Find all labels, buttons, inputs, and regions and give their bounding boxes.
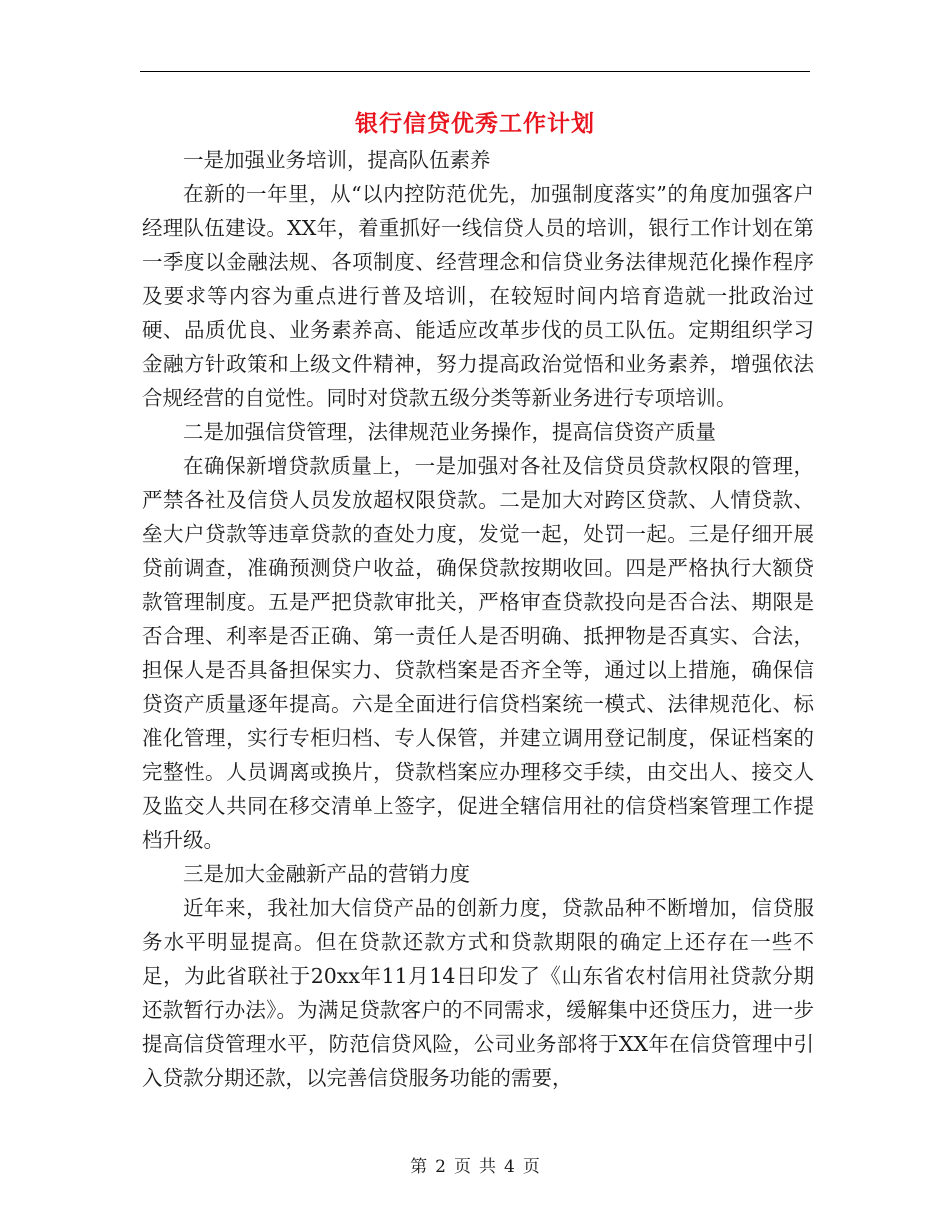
body-paragraph-1: 在新的一年里，从“以内控防范优先，加强制度落实”的角度加强客户经理队伍建设。XX年，着重抓好一线信贷人员的培训，银行工作计划在第一季度以金融法规、各项制度、经营理念和信贷业务法律规范化操作程序及要求等内容为重点进行普及培训，在较短时间内培育造就一批政治过硬、品质优良、业务素养高、能适应改革步伐的员工队伍。定期组织学习金融方针政策和上级文件精神，努力提高政治觉悟和业务素养，增强依法合规经营的自觉性。同时对贷款五级分类等新业务进行专项培训。 — [142, 182, 814, 410]
footer-prefix: 第 — [410, 1157, 428, 1177]
header-rule — [140, 71, 810, 72]
footer-suffix: 页 — [522, 1157, 540, 1177]
total-page-count: 4 — [504, 1157, 515, 1177]
section-heading-1: 一是加强业务培训，提高队伍素养 — [183, 148, 491, 172]
footer-total-word: 共 — [479, 1157, 496, 1177]
body-paragraph-3: 近年来，我社加大信贷产品的创新力度，贷款品种不断增加，信贷服务水平明显提高。但在贷款还款方式和贷款期限的确定上还存在一些不足，为此省联社于20xx年11月14日印发了《山东省农村信用社贷款分期还款暂行办法》。为满足贷款客户的不同需求，缓解集中还贷压力，进一步提高信贷管理水平，防范信贷风险，公司业务部将于XX年在信贷管理中引入贷款分期还款，以完善信贷服务功能的需要， — [142, 896, 814, 1090]
body-paragraph-2: 在确保新增贷款质量上，一是加强对各社及信贷员贷款权限的管理，严禁各社及信贷人员发放超权限贷款。二是加大对跨区贷款、人情贷款、垒大户贷款等违章贷款的查处力度，发觉一起，处罚一起。三是仔细开展贷前调查，准确预测贷户收益，确保贷款按期收回。四是严格执行大额贷款管理制度。五是严把贷款审批关，严格审查贷款投向是否合法、期限是否合理、利率是否正确、第一责任人是否明确、抵押物是否真实、合法，担保人是否具备担保实力、贷款档案是否齐全等，通过以上措施，确保信贷资产质量逐年提高。六是全面进行信贷档案统一模式、法律规范化、标准化管理，实行专柜归档、专人保管，并建立调用登记制度，保证档案的完整性。人员调离或换片，贷款档案应办理移交手续，由交出人、接交人及监交人共同在移交清单上签字，促进全辖信用社的信贷档案管理工作提档升级。 — [142, 454, 814, 852]
section-heading-3: 三是加大金融新产品的营销力度 — [183, 862, 470, 886]
footer-page-word: 页 — [454, 1157, 471, 1177]
page-footer — [0, 1152, 950, 1177]
section-heading-2: 二是加强信贷管理，法律规范业务操作，提高信贷资产质量 — [183, 420, 716, 444]
current-page-number: 2 — [435, 1157, 446, 1177]
document-title: 银行信贷优秀工作计划 — [355, 110, 595, 137]
document-body — [142, 143, 814, 1095]
